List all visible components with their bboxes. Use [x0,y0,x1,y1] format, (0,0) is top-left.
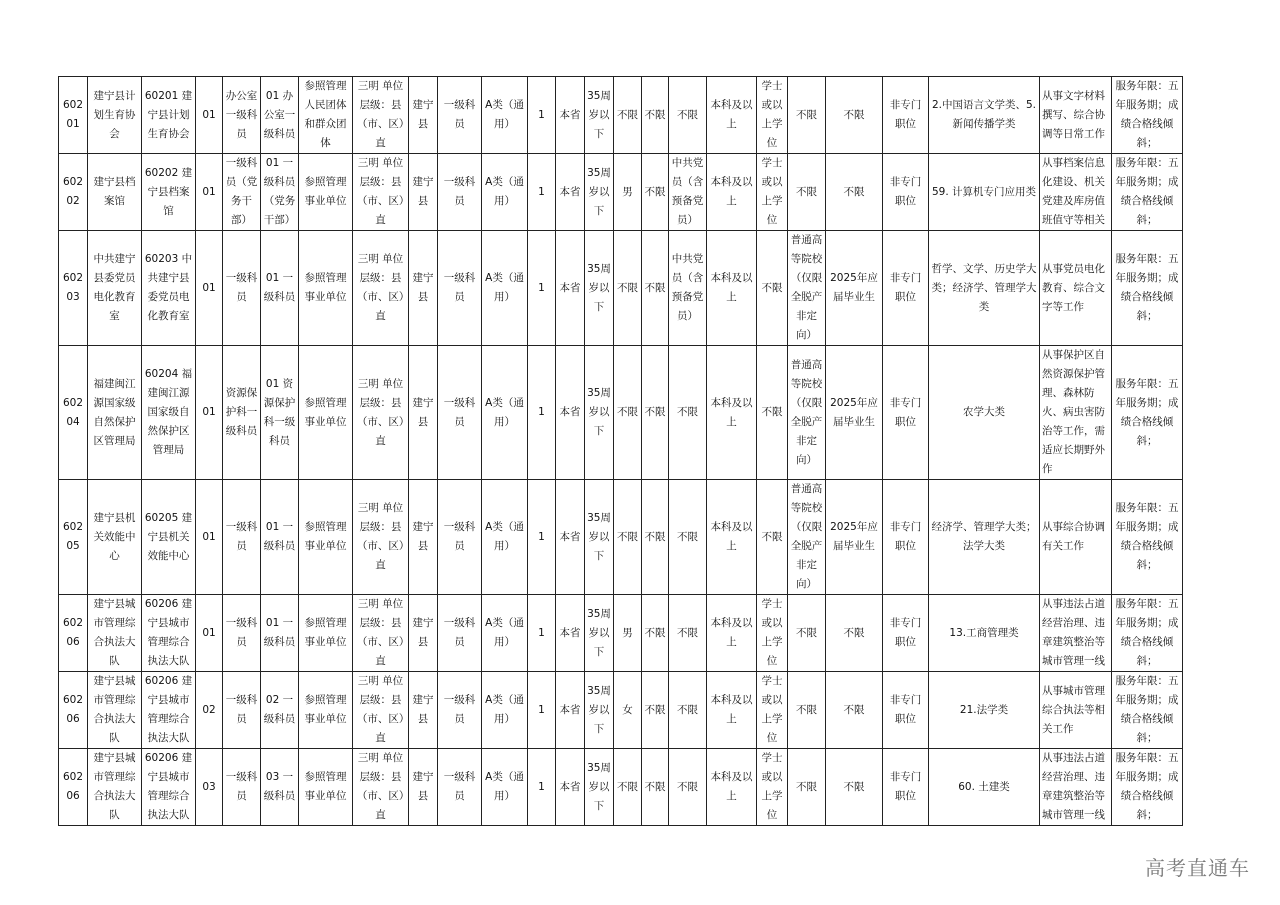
recruitment-table [58,76,1183,826]
notes-cell: 服务年限：五年服务期；成绩合格线倾斜； [1112,231,1183,346]
unit-level-cell: 三明 单位层级：县（市、区）直 [353,749,409,826]
graduation-cell: 普通高等院校（仅限全脱产非定向） [788,231,826,346]
graduation-cell: 不限 [788,595,826,672]
position-type-cell: 非专门职位 [883,77,929,154]
political-status-cell: 不限 [669,595,707,672]
ethnicity-cell: 不限 [642,77,669,154]
age-cell: 35周岁以下 [585,749,614,826]
position-name-cell: 一级科员 [223,672,261,749]
duties-cell: 从事文字材料撰写、综合协调等日常工作 [1040,77,1112,154]
headcount-cell: 1 [528,346,556,480]
graduation-cell: 不限 [788,77,826,154]
watermark-text: 高考直通车 [1145,856,1250,880]
education-cell: 本科及以上 [707,480,757,595]
notes-cell: 服务年限：五年服务期；成绩合格线倾斜； [1112,154,1183,231]
exam-category-cell: A类（通用） [482,231,528,346]
exam-category-cell: A类（通用） [482,595,528,672]
position-type-cell: 非专门职位 [883,480,929,595]
position-code-cell: 60202 [59,154,88,231]
position-code-name-cell: 01 一级科员（党务干部） [261,154,299,231]
major-cell: 59. 计算机专门应用类 [929,154,1040,231]
household-cell: 本省 [556,749,585,826]
region-cell: 建宁县 [409,480,438,595]
political-status-cell: 中共党员（含预备党员） [669,154,707,231]
unit-code-name-cell: 60201 建宁县计划生育协会 [142,77,196,154]
education-cell: 本科及以上 [707,749,757,826]
duties-cell: 从事综合协调有关工作 [1040,480,1112,595]
exam-category-cell: A类（通用） [482,346,528,480]
major-cell: 哲学、文学、历史学大类；经济学、管理学大类 [929,231,1040,346]
major-cell: 农学大类 [929,346,1040,480]
duties-cell: 从事违法占道经营治理、违章建筑整治等城市管理一线 [1040,595,1112,672]
exam-category-cell: A类（通用） [482,672,528,749]
major-cell: 13.工商管理类 [929,595,1040,672]
table-row [59,154,1183,231]
duties-cell: 从事违法占道经营治理、违章建筑整治等城市管理一线 [1040,749,1112,826]
gender-cell: 不限 [614,77,642,154]
unit-name-cell: 建宁县城市管理综合执法大队 [88,672,142,749]
degree-cell: 学士或以上学位 [757,77,788,154]
position-code-name-cell: 01 一级科员 [261,480,299,595]
position-name-cell: 一级科员 [223,595,261,672]
education-cell: 本科及以上 [707,154,757,231]
ethnicity-cell: 不限 [642,231,669,346]
position-code-cell: 60205 [59,480,88,595]
political-status-cell: 不限 [669,749,707,826]
unit-level-cell: 三明 单位层级：县（市、区）直 [353,231,409,346]
education-cell: 本科及以上 [707,77,757,154]
degree-cell: 不限 [757,346,788,480]
position-number-cell: 01 [196,480,223,595]
applicant-type-cell: 不限 [826,749,883,826]
ethnicity-cell: 不限 [642,480,669,595]
rank-cell: 一级科员 [438,595,482,672]
region-cell: 建宁县 [409,595,438,672]
graduation-cell: 普通高等院校（仅限全脱产非定向） [788,480,826,595]
rank-cell: 一级科员 [438,749,482,826]
unit-name-cell: 建宁县城市管理综合执法大队 [88,595,142,672]
position-name-cell: 一级科员 [223,480,261,595]
degree-cell: 学士或以上学位 [757,154,788,231]
applicant-type-cell: 2025年应届毕业生 [826,346,883,480]
household-cell: 本省 [556,154,585,231]
unit-nature-cell: 参照管理事业单位 [299,346,353,480]
position-name-cell: 一级科员（党务干部） [223,154,261,231]
unit-nature-cell: 参照管理人民团体和群众团体 [299,77,353,154]
region-cell: 建宁县 [409,231,438,346]
unit-code-name-cell: 60206 建宁县城市管理综合执法大队 [142,672,196,749]
ethnicity-cell: 不限 [642,749,669,826]
degree-cell: 不限 [757,480,788,595]
rank-cell: 一级科员 [438,672,482,749]
applicant-type-cell: 不限 [826,672,883,749]
applicant-type-cell: 不限 [826,154,883,231]
education-cell: 本科及以上 [707,672,757,749]
unit-name-cell: 建宁县计划生育协会 [88,77,142,154]
notes-cell: 服务年限：五年服务期；成绩合格线倾斜； [1112,672,1183,749]
unit-level-cell: 三明 单位层级：县（市、区）直 [353,154,409,231]
notes-cell: 服务年限：五年服务期；成绩合格线倾斜； [1112,595,1183,672]
household-cell: 本省 [556,672,585,749]
table-row [59,672,1183,749]
table-row [59,595,1183,672]
unit-nature-cell: 参照管理事业单位 [299,480,353,595]
position-code-name-cell: 01 办公室一级科员 [261,77,299,154]
position-name-cell: 一级科员 [223,749,261,826]
position-number-cell: 03 [196,749,223,826]
position-number-cell: 02 [196,672,223,749]
position-name-cell: 办公室一级科员 [223,77,261,154]
position-code-cell: 60203 [59,231,88,346]
rank-cell: 一级科员 [438,346,482,480]
notes-cell: 服务年限：五年服务期；成绩合格线倾斜； [1112,749,1183,826]
unit-level-cell: 三明 单位层级：县（市、区）直 [353,480,409,595]
duties-cell: 从事党员电化教育、综合文字等工作 [1040,231,1112,346]
region-cell: 建宁县 [409,672,438,749]
headcount-cell: 1 [528,595,556,672]
table-row [59,346,1183,480]
ethnicity-cell: 不限 [642,154,669,231]
degree-cell: 学士或以上学位 [757,672,788,749]
duties-cell: 从事保护区自然资源保护管理、森林防火、病虫害防治等工作，需适应长期野外作 [1040,346,1112,480]
rank-cell: 一级科员 [438,231,482,346]
position-type-cell: 非专门职位 [883,749,929,826]
household-cell: 本省 [556,346,585,480]
unit-nature-cell: 参照管理事业单位 [299,672,353,749]
position-number-cell: 01 [196,595,223,672]
education-cell: 本科及以上 [707,595,757,672]
position-code-cell: 60206 [59,672,88,749]
position-name-cell: 一级科员 [223,231,261,346]
position-type-cell: 非专门职位 [883,346,929,480]
rank-cell: 一级科员 [438,480,482,595]
ethnicity-cell: 不限 [642,672,669,749]
age-cell: 35周岁以下 [585,154,614,231]
unit-code-name-cell: 60202 建宁县档案馆 [142,154,196,231]
unit-level-cell: 三明 单位层级：县（市、区）直 [353,77,409,154]
degree-cell: 学士或以上学位 [757,749,788,826]
unit-nature-cell: 参照管理事业单位 [299,231,353,346]
duties-cell: 从事档案信息化建设、机关党建及库房值班值守等相关 [1040,154,1112,231]
rank-cell: 一级科员 [438,77,482,154]
unit-code-name-cell: 60206 建宁县城市管理综合执法大队 [142,595,196,672]
headcount-cell: 1 [528,749,556,826]
table-row [59,77,1183,154]
headcount-cell: 1 [528,480,556,595]
unit-name-cell: 福建闽江源国家级自然保护区管理局 [88,346,142,480]
position-code-cell: 60204 [59,346,88,480]
headcount-cell: 1 [528,231,556,346]
political-status-cell: 不限 [669,77,707,154]
position-type-cell: 非专门职位 [883,595,929,672]
unit-code-name-cell: 60203 中共建宁县委党员电化教育室 [142,231,196,346]
major-cell: 经济学、管理学大类；法学大类 [929,480,1040,595]
exam-category-cell: A类（通用） [482,749,528,826]
age-cell: 35周岁以下 [585,346,614,480]
graduation-cell: 普通高等院校（仅限全脱产非定向） [788,346,826,480]
unit-name-cell: 建宁县城市管理综合执法大队 [88,749,142,826]
unit-name-cell: 中共建宁县委党员电化教育室 [88,231,142,346]
position-number-cell: 01 [196,346,223,480]
notes-cell: 服务年限：五年服务期；成绩合格线倾斜； [1112,480,1183,595]
region-cell: 建宁县 [409,346,438,480]
exam-category-cell: A类（通用） [482,154,528,231]
unit-code-name-cell: 60205 建宁县机关效能中心 [142,480,196,595]
applicant-type-cell: 不限 [826,595,883,672]
position-type-cell: 非专门职位 [883,231,929,346]
headcount-cell: 1 [528,77,556,154]
political-status-cell: 不限 [669,346,707,480]
position-number-cell: 01 [196,231,223,346]
position-code-name-cell: 01 一级科员 [261,231,299,346]
applicant-type-cell: 2025年应届毕业生 [826,231,883,346]
position-code-cell: 60201 [59,77,88,154]
duties-cell: 从事城市管理综合执法等相关工作 [1040,672,1112,749]
unit-level-cell: 三明 单位层级：县（市、区）直 [353,346,409,480]
position-code-name-cell: 03 一级科员 [261,749,299,826]
headcount-cell: 1 [528,154,556,231]
age-cell: 35周岁以下 [585,672,614,749]
position-code-name-cell: 02 一级科员 [261,672,299,749]
degree-cell: 学士或以上学位 [757,595,788,672]
applicant-type-cell: 2025年应届毕业生 [826,480,883,595]
gender-cell: 男 [614,154,642,231]
ethnicity-cell: 不限 [642,595,669,672]
position-name-cell: 资源保护科一级科员 [223,346,261,480]
position-type-cell: 非专门职位 [883,154,929,231]
degree-cell: 不限 [757,231,788,346]
notes-cell: 服务年限：五年服务期；成绩合格线倾斜； [1112,346,1183,480]
rank-cell: 一级科员 [438,154,482,231]
region-cell: 建宁县 [409,77,438,154]
position-number-cell: 01 [196,154,223,231]
region-cell: 建宁县 [409,154,438,231]
education-cell: 本科及以上 [707,346,757,480]
position-code-name-cell: 01 一级科员 [261,595,299,672]
household-cell: 本省 [556,231,585,346]
unit-nature-cell: 参照管理事业单位 [299,749,353,826]
unit-nature-cell: 参照管理事业单位 [299,154,353,231]
table-row [59,231,1183,346]
graduation-cell: 不限 [788,672,826,749]
unit-level-cell: 三明 单位层级：县（市、区）直 [353,672,409,749]
major-cell: 21.法学类 [929,672,1040,749]
political-status-cell: 中共党员（含预备党员） [669,231,707,346]
unit-code-name-cell: 60206 建宁县城市管理综合执法大队 [142,749,196,826]
political-status-cell: 不限 [669,480,707,595]
household-cell: 本省 [556,77,585,154]
position-code-cell: 60206 [59,749,88,826]
gender-cell: 不限 [614,346,642,480]
headcount-cell: 1 [528,672,556,749]
position-code-cell: 60206 [59,595,88,672]
unit-name-cell: 建宁县档案馆 [88,154,142,231]
age-cell: 35周岁以下 [585,231,614,346]
gender-cell: 不限 [614,231,642,346]
household-cell: 本省 [556,595,585,672]
gender-cell: 男 [614,595,642,672]
gender-cell: 不限 [614,480,642,595]
graduation-cell: 不限 [788,749,826,826]
exam-category-cell: A类（通用） [482,480,528,595]
graduation-cell: 不限 [788,154,826,231]
age-cell: 35周岁以下 [585,77,614,154]
exam-category-cell: A类（通用） [482,77,528,154]
position-type-cell: 非专门职位 [883,672,929,749]
unit-nature-cell: 参照管理事业单位 [299,595,353,672]
age-cell: 35周岁以下 [585,595,614,672]
table-row [59,480,1183,595]
applicant-type-cell: 不限 [826,77,883,154]
education-cell: 本科及以上 [707,231,757,346]
household-cell: 本省 [556,480,585,595]
position-code-name-cell: 01 资源保护科一级科员 [261,346,299,480]
political-status-cell: 不限 [669,672,707,749]
unit-name-cell: 建宁县机关效能中心 [88,480,142,595]
gender-cell: 不限 [614,749,642,826]
major-cell: 2.中国语言文学类、5.新闻传播学类 [929,77,1040,154]
unit-level-cell: 三明 单位层级：县（市、区）直 [353,595,409,672]
notes-cell: 服务年限：五年服务期；成绩合格线倾斜； [1112,77,1183,154]
unit-code-name-cell: 60204 福建闽江源国家级自然保护区管理局 [142,346,196,480]
ethnicity-cell: 不限 [642,346,669,480]
position-number-cell: 01 [196,77,223,154]
region-cell: 建宁县 [409,749,438,826]
table-row [59,749,1183,826]
major-cell: 60. 土建类 [929,749,1040,826]
gender-cell: 女 [614,672,642,749]
age-cell: 35周岁以下 [585,480,614,595]
